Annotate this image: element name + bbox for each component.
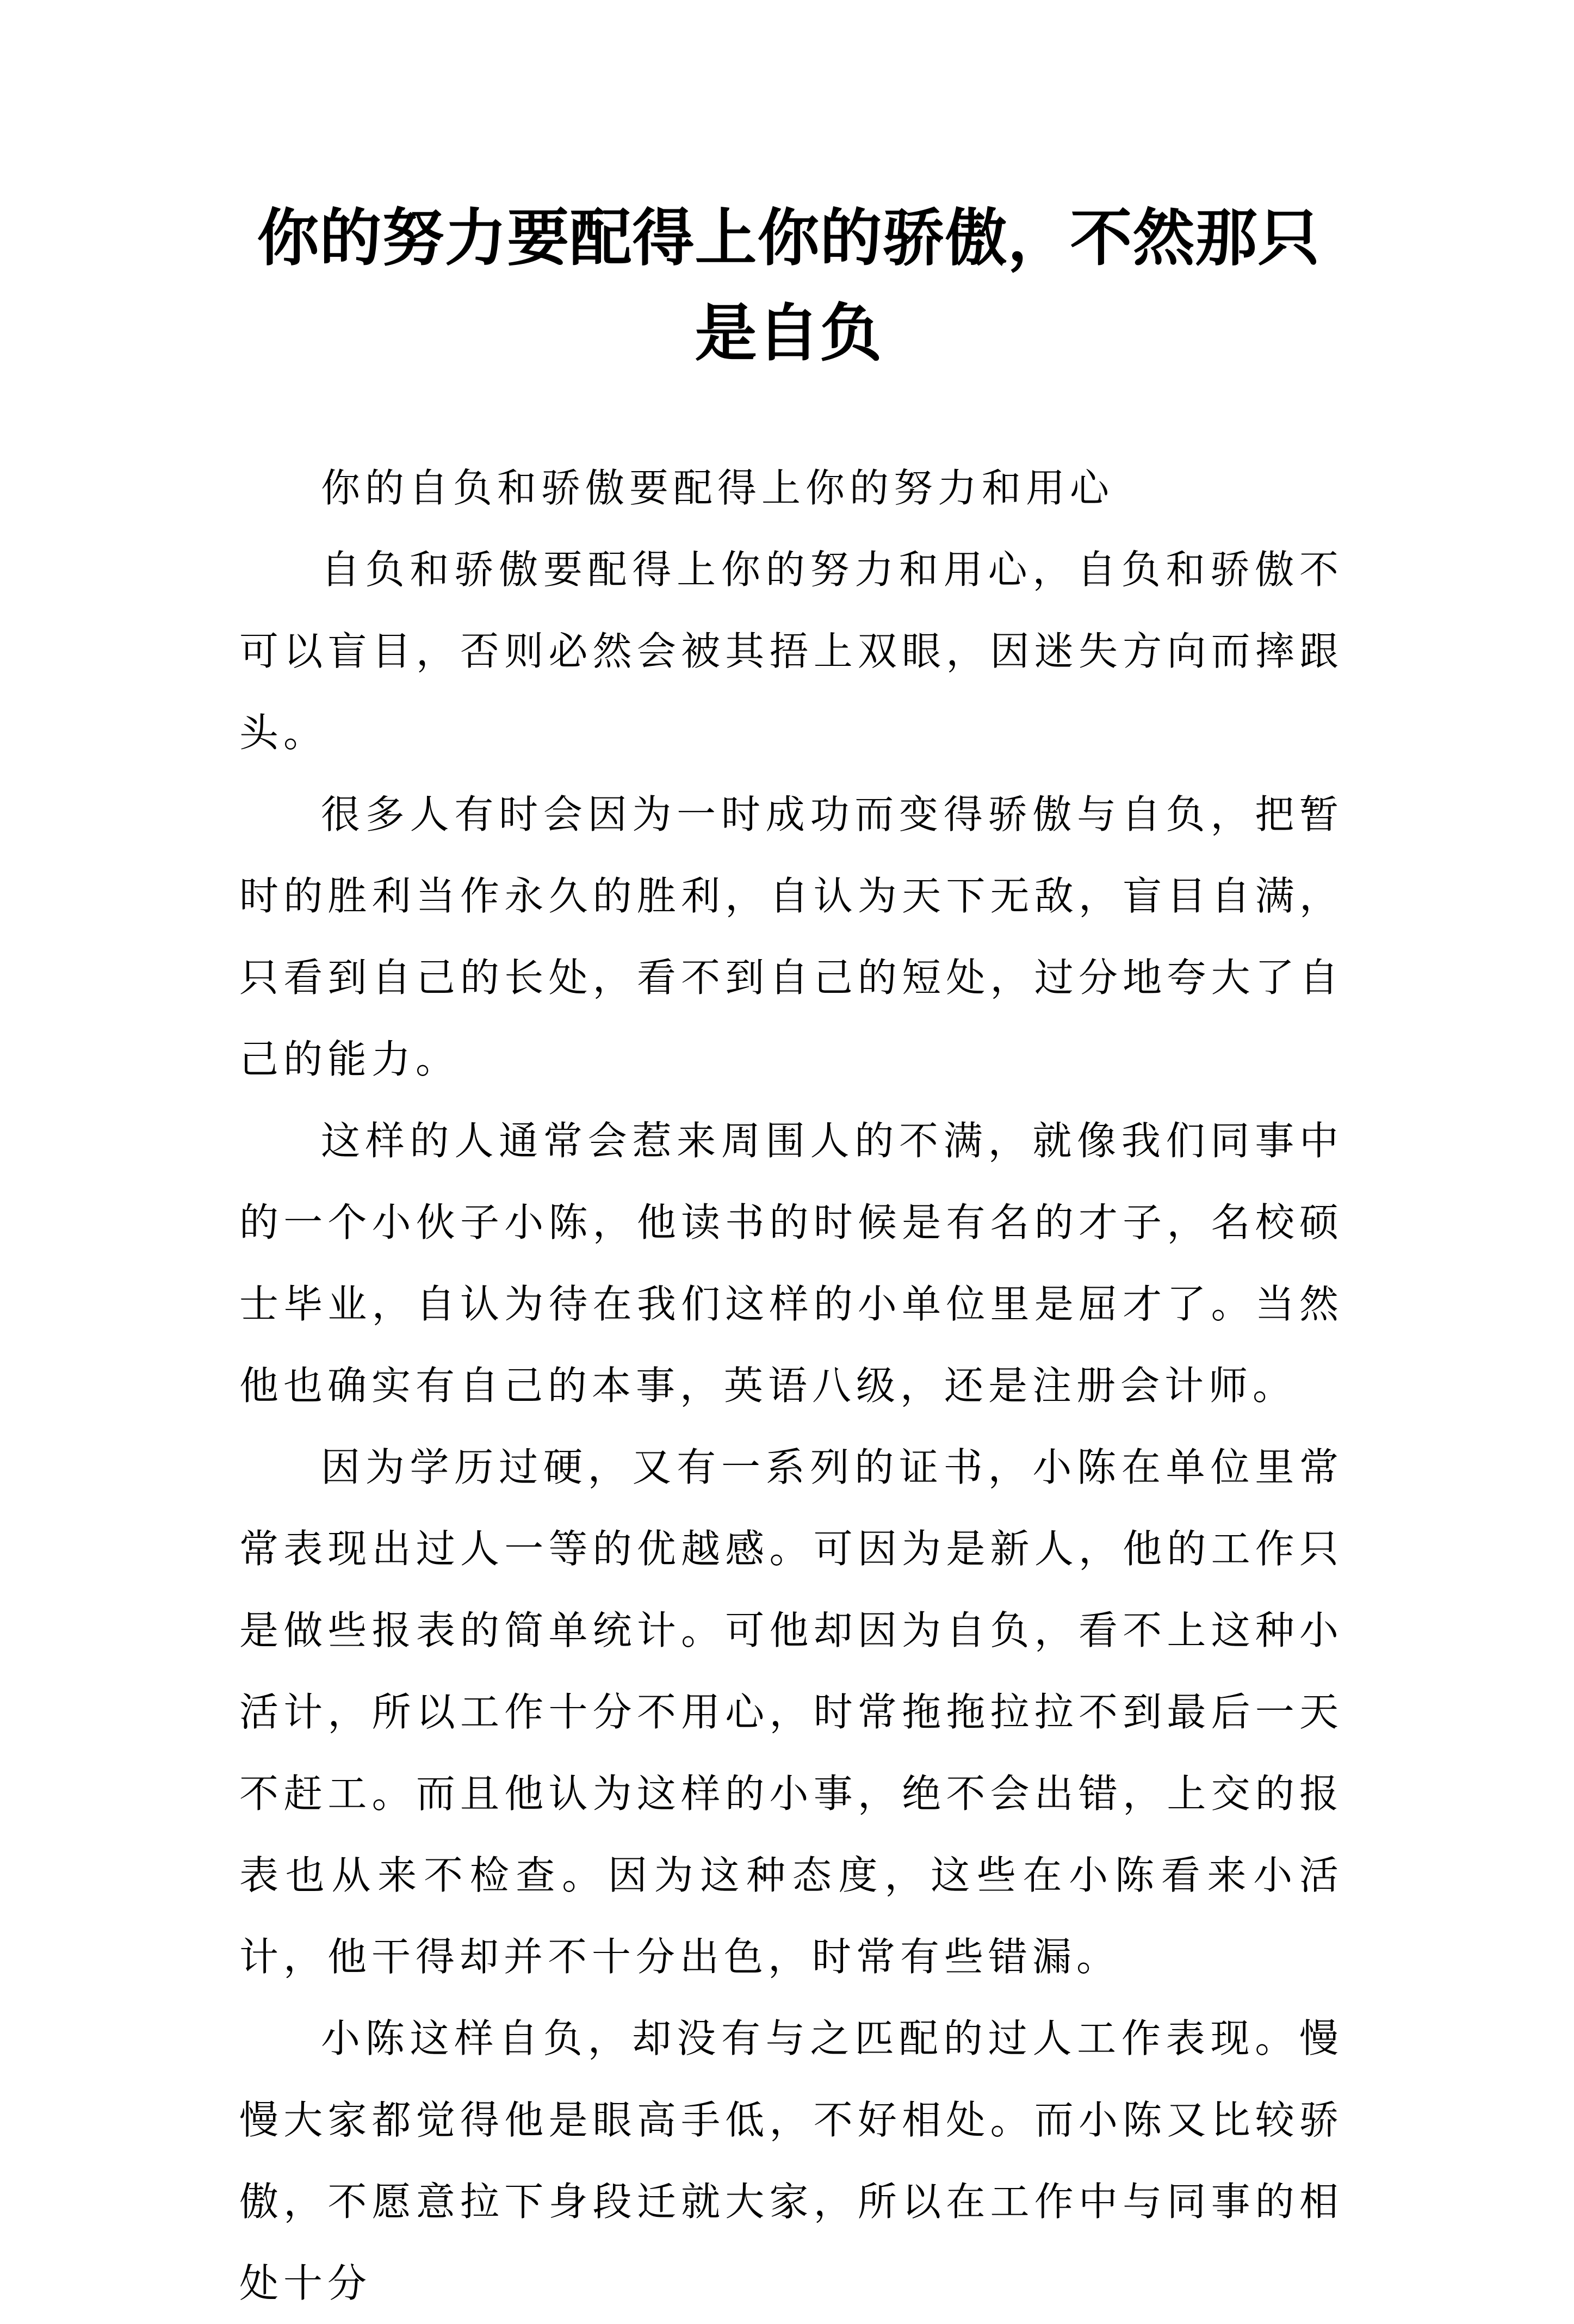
paragraph: 这样的人通常会惹来周围人的不满，就像我们同事中的一个小伙子小陈，他读书的时候是有名的才子，名校硕士毕业，自认为待在我们这样的小单位里是屈才了。当然他也确实有自己的本事，英语八级，还是注册会计师。: [239, 1118, 1343, 1408]
paragraph: 因为学历过硬，又有一系列的证书，小陈在单位里常常表现出过人一等的优越感。可因为是新人，他的工作只是做些报表的简单统计。可他却因为自负，看不上这种小活计，所以工作十分不用心，时常拖拖拉拉不到最后一天不赶工。而且他认为这样的小事，绝不会出错，上交的报表也从来不检查。因为这种态度，这些在小陈看来小活计，他干得却并不十分出色，时常有些错漏。: [239, 1444, 1343, 1980]
paragraph: 很多人有时会因为一时成功而变得骄傲与自负，把暂时的胜利当作永久的胜利，自认为天下无敌，盲目自满，只看到自己的长处，看不到自己的短处，过分地夸大了自己的能力。: [239, 792, 1343, 1082]
paragraph: 自负和骄傲要配得上你的努力和用心，自负和骄傲不可以盲目，否则必然会被其捂上双眼，因迷失方向而摔跟头。: [239, 547, 1343, 756]
document-title: 你的努力要配得上你的骄傲，不然那只是自负: [257, 201, 1321, 369]
paragraph: 小陈这样自负，却没有与之匹配的过人工作表现。慢慢大家都觉得他是眼高手低，不好相处。而小陈又比较骄傲，不愿意拉下身段迁就大家，所以在工作中与同事的相处十分: [239, 2016, 1343, 2306]
paragraph-subtitle: 你的自负和骄傲要配得上你的努力和用心: [321, 465, 1114, 511]
document-body: [239, 447, 1343, 2324]
